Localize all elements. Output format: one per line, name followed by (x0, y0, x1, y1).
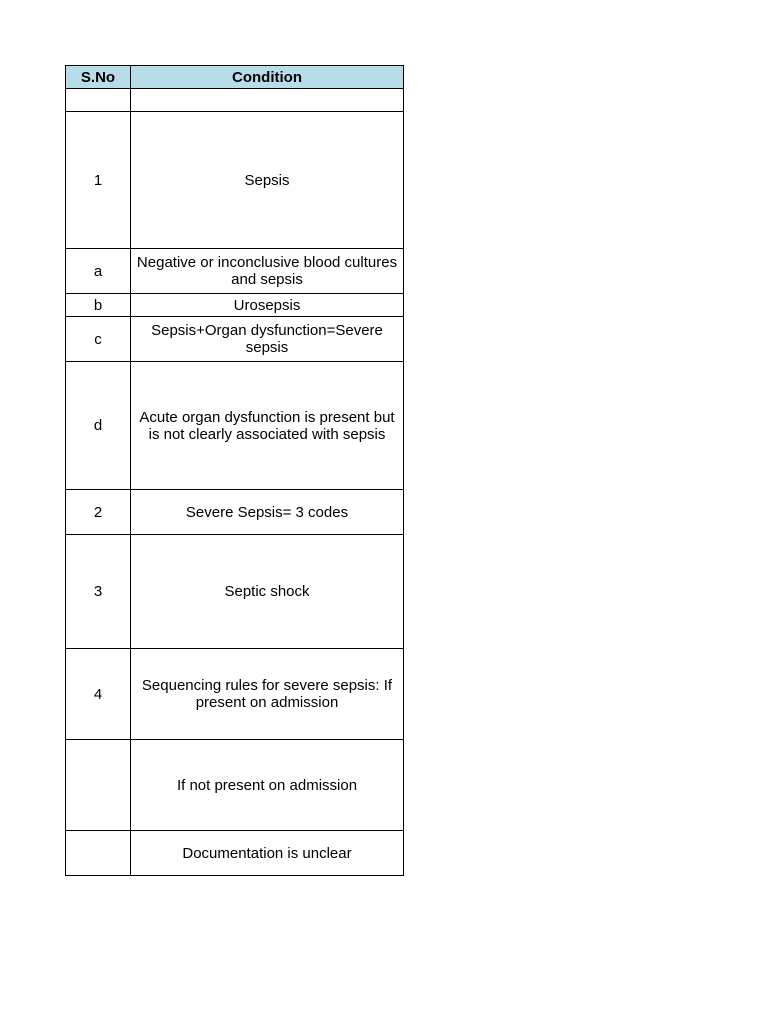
sno-cell (66, 89, 131, 112)
table-row (66, 294, 404, 317)
table-row (66, 740, 404, 831)
sno-cell: c (66, 317, 131, 362)
table-row (66, 89, 404, 112)
table-row (66, 649, 404, 740)
table-row (66, 249, 404, 294)
table-row (66, 362, 404, 490)
condition-cell (131, 89, 404, 112)
condition-cell: Acute organ dysfunction is present but is not clearly associated with sepsis (131, 362, 404, 490)
sno-cell: d (66, 362, 131, 490)
condition-cell: Sepsis (131, 112, 404, 249)
header-sno: S.No (66, 66, 131, 89)
header-condition: Condition (131, 66, 404, 89)
condition-cell: If not present on admission (131, 740, 404, 831)
condition-cell: Septic shock (131, 535, 404, 649)
sno-cell: 2 (66, 490, 131, 535)
table-row (66, 112, 404, 249)
table-row (66, 490, 404, 535)
sno-cell (66, 740, 131, 831)
condition-cell: Severe Sepsis= 3 codes (131, 490, 404, 535)
sno-cell: a (66, 249, 131, 294)
table-row (66, 317, 404, 362)
condition-cell: Sepsis+Organ dysfunction=Severe sepsis (131, 317, 404, 362)
condition-cell: Negative or inconclusive blood cultures and sepsis (131, 249, 404, 294)
condition-cell: Urosepsis (131, 294, 404, 317)
sno-cell: 4 (66, 649, 131, 740)
table-row (66, 831, 404, 876)
sno-cell: 1 (66, 112, 131, 249)
sno-cell: b (66, 294, 131, 317)
condition-cell: Documentation is unclear (131, 831, 404, 876)
table-row (66, 535, 404, 649)
header-row (66, 66, 404, 89)
sno-cell: 3 (66, 535, 131, 649)
sno-cell (66, 831, 131, 876)
condition-table (65, 65, 404, 876)
condition-cell: Sequencing rules for severe sepsis: If present on admission (131, 649, 404, 740)
